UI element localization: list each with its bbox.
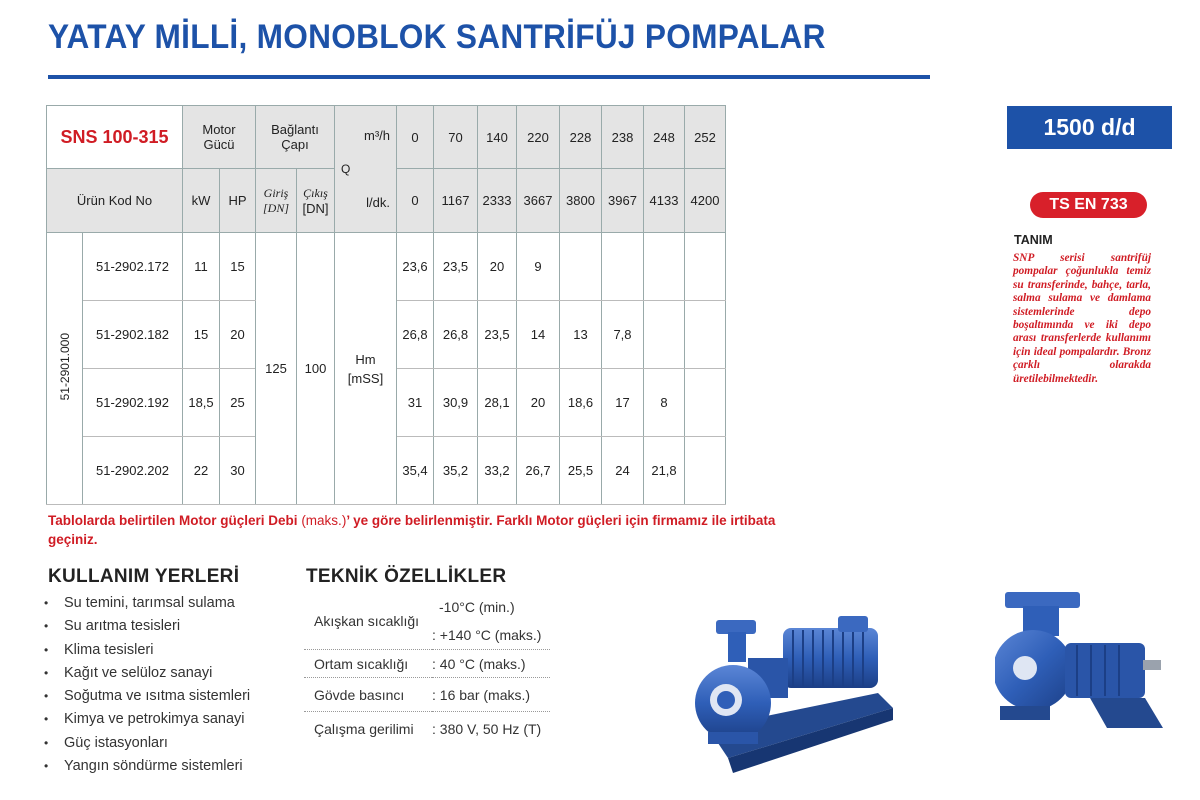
outlet-header: Çıkış [DN] [297, 169, 335, 233]
head-value: 20 [517, 369, 560, 437]
tech-row [304, 650, 550, 678]
hp-value: 20 [220, 301, 256, 369]
tech-heading: TEKNİK ÖZELLİKLER [306, 566, 507, 587]
hp-value: 30 [220, 437, 256, 505]
hp-value: 25 [220, 369, 256, 437]
product-code-header: Ürün Kod No [47, 169, 183, 233]
list-item: • Güç istasyonları [44, 732, 250, 755]
head-value: 17 [602, 369, 644, 437]
tech-specs [304, 593, 550, 746]
speed-badge: 1500 d/d [1007, 106, 1172, 149]
ambient-temp-label: Ortam sıcaklığı [314, 655, 409, 672]
flow-ldk: 4133 [644, 169, 685, 233]
power-note: Tablolarda belirtilen Motor güçleri Debi (maks.)’ ye göre belirlenmiştir. Farklı Motor güçleri için firmamız ile irtibata geçiniz. [48, 513, 776, 547]
head-value [685, 301, 726, 369]
page-title: YATAY MİLLİ, MONOBLOK SANTRİFÜJ POMPALAR [48, 18, 826, 56]
head-value: 9 [517, 233, 560, 301]
title-underline [48, 75, 930, 79]
head-value: 35,2 [434, 437, 478, 505]
flow-ldk: 4200 [685, 169, 726, 233]
head-value: 33,2 [478, 437, 517, 505]
head-value: 23,6 [397, 233, 434, 301]
kw-value: 18,5 [183, 369, 220, 437]
table-row [47, 233, 726, 301]
product-code: 51-2902.172 [83, 233, 183, 301]
flow-m3h: 252 [685, 106, 726, 169]
kw-value: 22 [183, 437, 220, 505]
head-value: 23,5 [434, 233, 478, 301]
list-item: • Klima tesisleri [44, 639, 250, 662]
voltage-value: : 380 V, 50 Hz (T) [432, 720, 542, 737]
head-value [685, 437, 726, 505]
voltage-label: Çalışma gerilimi [314, 720, 414, 737]
hp-value: 15 [220, 233, 256, 301]
flow-m3h: 140 [478, 106, 517, 169]
product-code: 51-2902.192 [83, 369, 183, 437]
flow-m3h: 0 [397, 106, 434, 169]
head-value: 25,5 [560, 437, 602, 505]
flow-ldk: 3667 [517, 169, 560, 233]
pump-image-front [995, 588, 1170, 738]
kw-value: 11 [183, 233, 220, 301]
flow-ldk: 3800 [560, 169, 602, 233]
performance-table [46, 105, 726, 505]
head-value [602, 233, 644, 301]
q-label: Q [341, 162, 351, 176]
head-value: 24 [602, 437, 644, 505]
flow-m3h: 238 [602, 106, 644, 169]
head-value [685, 369, 726, 437]
inlet-value: 125 [256, 233, 297, 505]
ambient-temp-value: : 40 °C (maks.) [432, 655, 526, 672]
list-item: • Su temini, tarımsal sulama [44, 592, 250, 615]
head-value: 14 [517, 301, 560, 369]
flow-m3h: 248 [644, 106, 685, 169]
kw-header: kW [183, 169, 220, 233]
list-item: • Su arıtma tesisleri [44, 615, 250, 638]
head-value: 26,7 [517, 437, 560, 505]
body-pressure-label: Gövde basıncı [314, 686, 405, 703]
head-value: 26,8 [397, 301, 434, 369]
head-value: 35,4 [397, 437, 434, 505]
uses-heading: KULLANIM YERLERİ [48, 566, 240, 587]
head-value [685, 233, 726, 301]
motor-power-header: Motor Gücü [183, 106, 256, 169]
list-item: • Kağıt ve selüloz sanayi [44, 662, 250, 685]
flow-unit-ldk: l/dk. [366, 195, 390, 210]
table-header-row-1 [47, 106, 726, 169]
tech-row [304, 593, 550, 650]
fluid-temp-label: Akışkan sıcaklığı [314, 613, 420, 629]
flow-ldk: 3967 [602, 169, 644, 233]
pump-image-horizontal [688, 608, 898, 790]
uses-list [44, 592, 250, 778]
flow-ldk: 2333 [478, 169, 517, 233]
hm-cell: Hm [mSS] [335, 233, 397, 505]
flow-unit-m3h: m³/h [364, 128, 390, 143]
product-code: 51-2902.202 [83, 437, 183, 505]
head-value: 23,5 [478, 301, 517, 369]
flow-ldk: 1167 [434, 169, 478, 233]
description-text: SNP serisi santrifüj pompalar çoğunlukla temiz su transferinde, bahçe, tarla, salma sulama ve damlama sistemlerinde depo boşaltımında ve iki depo arası transferlerde kullanımı için ideal pompalardır. Bronz çarklı olarakda üretilebilmektedir. [1013, 252, 1151, 385]
fluid-temp-value: -10°C (min.) : +140 °C (maks.) [432, 599, 542, 643]
tech-row [304, 712, 550, 746]
head-value: 20 [478, 233, 517, 301]
head-value [560, 233, 602, 301]
group-code-cell [47, 233, 83, 505]
kw-value: 15 [183, 301, 220, 369]
flow-ldk: 0 [397, 169, 434, 233]
head-value: 13 [560, 301, 602, 369]
tech-row [304, 678, 550, 712]
list-item: • Kimya ve petrokimya sanayi [44, 708, 250, 731]
head-value: 31 [397, 369, 434, 437]
head-value [644, 301, 685, 369]
head-value [644, 233, 685, 301]
body-pressure-value: : 16 bar (maks.) [432, 686, 531, 703]
outlet-value: 100 [297, 233, 335, 505]
head-value: 21,8 [644, 437, 685, 505]
head-value: 8 [644, 369, 685, 437]
connection-header: Bağlantı Çapı [256, 106, 335, 169]
flow-q-cell [335, 106, 397, 233]
flow-m3h: 70 [434, 106, 478, 169]
head-value: 18,6 [560, 369, 602, 437]
inlet-header: Giriş [DN] [256, 169, 297, 233]
head-value: 7,8 [602, 301, 644, 369]
head-value: 26,8 [434, 301, 478, 369]
hp-header: HP [220, 169, 256, 233]
head-value: 28,1 [478, 369, 517, 437]
flow-m3h: 228 [560, 106, 602, 169]
group-code: 51-2901.000 [57, 333, 72, 401]
product-code: 51-2902.182 [83, 301, 183, 369]
standard-badge: TS EN 733 [1030, 192, 1147, 218]
list-item: • Soğutma ve ısıtma sistemleri [44, 685, 250, 708]
head-value: 30,9 [434, 369, 478, 437]
description-heading: TANIM [1014, 233, 1053, 247]
model-name: SNS 100-315 [47, 106, 183, 169]
list-item: • Yangın söndürme sistemleri [44, 755, 250, 778]
flow-m3h: 220 [517, 106, 560, 169]
